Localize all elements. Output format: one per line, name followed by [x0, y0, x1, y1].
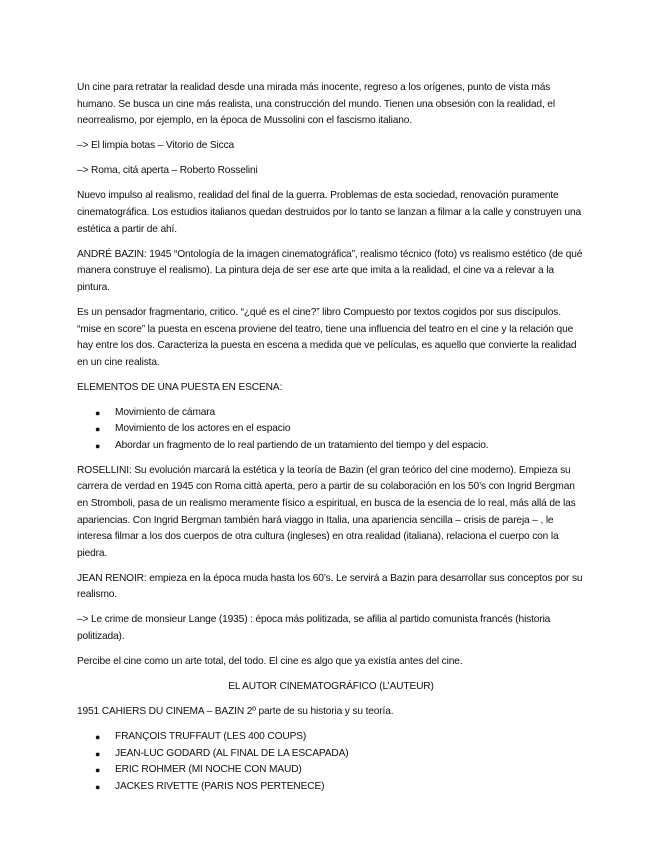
list-item-text: Movimiento de los actores en el espacio — [115, 423, 291, 435]
list-item-text: Abordar un fragmento de lo real partiendo de un tratamiento del tiempo y del espacio. — [115, 439, 489, 451]
paragraph-jean-renoir: JEAN RENOIR: empieza en la época muda hasta los 60’s. Le servirá a Bazin para desarrollar sus conceptos por su realismo. — [77, 572, 583, 601]
bullet-icon: ● — [95, 732, 101, 743]
list-puesta-en-escena — [77, 405, 585, 454]
list-item — [77, 421, 585, 437]
list-item-text: JEAN-LUC GODARD (AL FINAL DE LA ESCAPADA) — [115, 747, 349, 759]
bullet-icon: ● — [95, 440, 101, 451]
heading-elementos-puesta-en-escena: ELEMENTOS DE UNA PUESTA EN ESCENA: — [77, 381, 283, 393]
list-item — [77, 762, 585, 778]
paragraph-cine-arte-total: Percibe el cine como un arte total, del todo. El cine es algo que ya existía antes del cine. — [77, 656, 463, 668]
heading-autor-cinematografico: EL AUTOR CINEMATOGRÁFICO (L’AUTEUR) — [228, 681, 434, 693]
list-item-text: FRANÇOIS TRUFFAUT (LES 400 COUPS) — [115, 731, 307, 743]
list-item — [77, 405, 585, 421]
list-item — [77, 779, 585, 795]
list-item-text: Movimiento de cámara — [115, 407, 216, 418]
paragraph-cahiers-du-cinema: 1951 CAHIERS DU CINEMA – BAZIN 2º parte de su historia y su teoría. — [77, 706, 394, 718]
paragraph-pensador-fragmentario: Es un pensador fragmentario, critico. “¿qué es el cine?” libro Compuesto por textos cogidos por sus discípulos. “mise en score” la puesta en escena proviene del teatro, tiene una influencia del teatro en el cine y la relación que hay entre los dos. Caracteriza la puesta en escena a medida que ve películas, es aquello que convierte la realidad en un cine realista. — [77, 307, 577, 368]
reference-le-crime-de-monsieur-lange: –> Le crime de monsieur Lange (1935) : época más politizada, se afilia al partido comunista francés (historia politizada). — [77, 614, 551, 643]
paragraph-andre-bazin: ANDRÉ BAZIN: 1945 “Ontología de la imagen cinematográfica”, realismo técnico (foto) vs realismo estético (de qué manera construye el realismo). La pintura deja de ser ese arte que imita a la realidad, el cine va a relevar a la pintura. — [77, 248, 583, 293]
list-item — [77, 438, 585, 454]
list-item — [77, 746, 585, 762]
bullet-icon: ● — [95, 424, 101, 435]
paragraph-neorrealismo: Un cine para retratar la realidad desde una mirada más inocente, regreso a los orígenes, punto de vista más humano. Se busca un cine más realista, una construcción del mundo. Tienen una obsesión con la realidad, el neorrealismo, por ejemplo, en la época de Mussolini con el fascismo italiano. — [77, 82, 555, 127]
list-item — [77, 729, 585, 745]
bullet-icon: ● — [95, 408, 101, 418]
bullet-icon: ● — [95, 765, 101, 776]
reference-roma-citta-aperta: –> Roma, citá aperta – Roberto Rosselini — [77, 165, 258, 177]
paragraph-rosellini: ROSELLINI: Su evolución marcará la estética y la teoría de Bazin (el gran teórico del cine moderno). Empieza su carrera de verdad en 1945 con Roma città aperta, pero a partir de su colaboración en los 50’s con Ingrid Bergman en Stromboli, pasa de un realismo meramente físico a espiritual, en busca de la esencia de lo real, más allá de las apariencias. Con Ingrid Bergman también hará viaggo in Italia, una apariencia sencilla – crisis de pareja – , le interesa filmar a los dos cuerpos de otra cultura (ingleses) en otra realidad (italiana), relaciona el cuerpo con la piedra. — [77, 464, 576, 559]
bullet-icon: ● — [95, 748, 101, 759]
list-cahiers-directors — [77, 729, 585, 795]
list-item-text: ERIC ROHMER (MI NOCHE CON MAUD) — [115, 764, 302, 776]
bullet-icon: ● — [95, 781, 101, 792]
paragraph-nuevo-impulso: Nuevo impulso al realismo, realidad del final de la guerra. Problemas de esta sociedad, renovación puramente cinematográfica. Los estudios italianos quedan destruidos por lo tanto se lanzan a filmar a la calle y construyen una estética a partir de ahí. — [77, 190, 582, 235]
reference-limpia-botas: –> El limpia botas – Vitorio de Sicca — [77, 140, 235, 152]
list-item-text: JACKES RIVETTE (PARIS NOS PERTENECE) — [115, 780, 325, 792]
